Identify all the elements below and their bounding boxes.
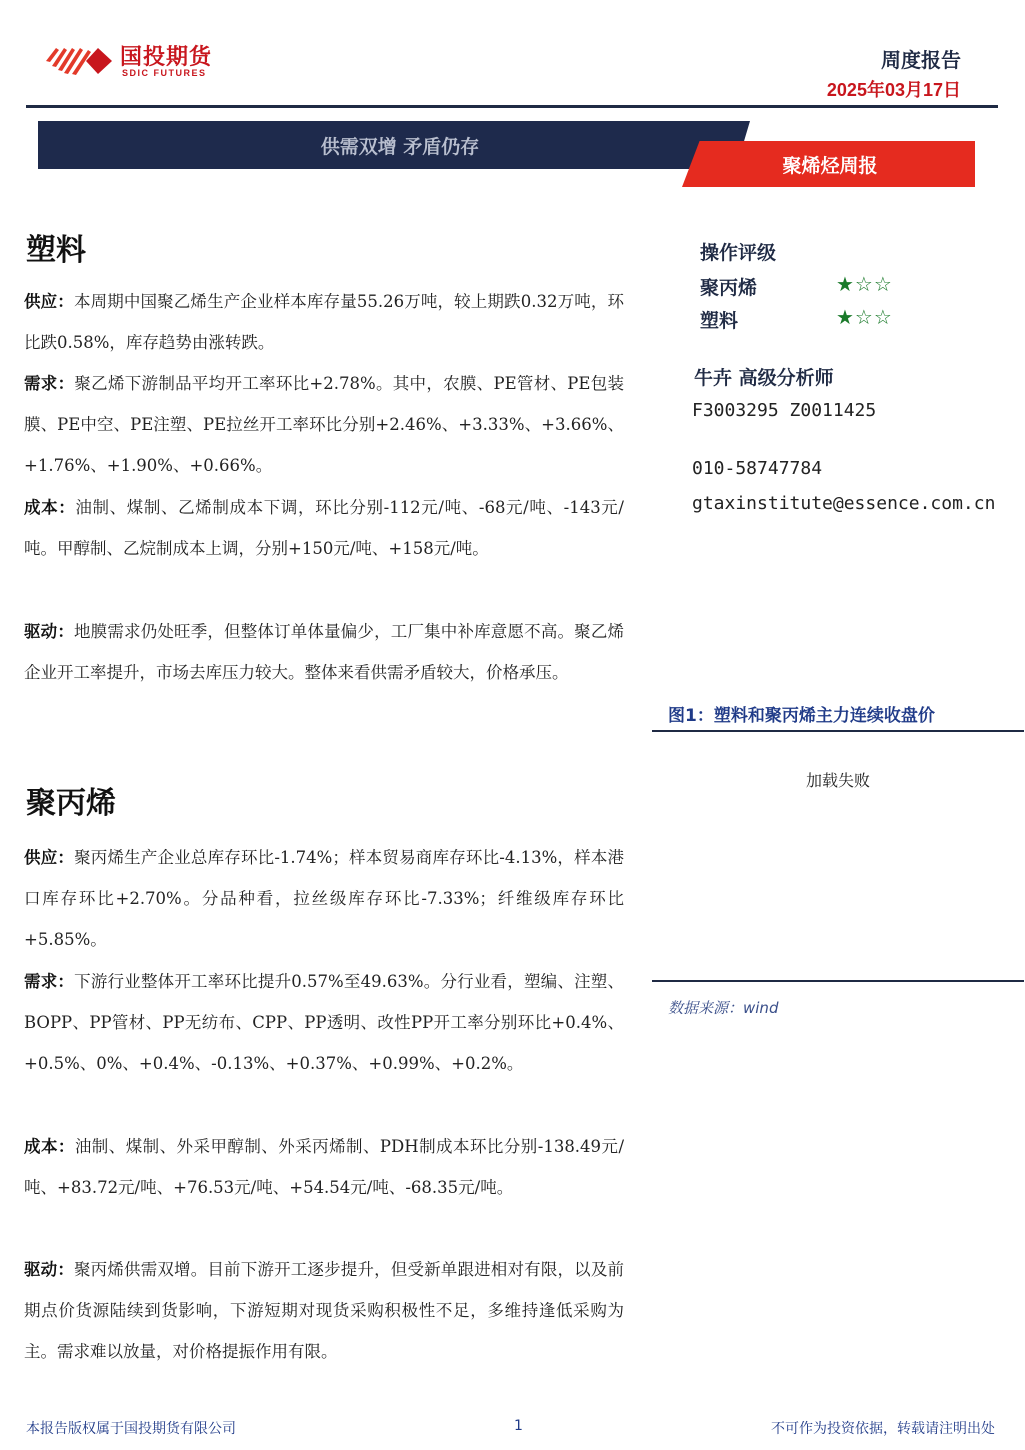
logo-mark-icon [42,42,114,80]
analyst-phone: 010-58747784 [692,458,823,479]
rating-name-plastic: 塑料 [700,310,739,332]
paragraph-label: 供应： [24,848,75,867]
headline-text: 供需双增 矛盾仍存 [320,136,480,158]
category-text: 聚烯烃周报 [782,155,878,177]
paragraph-label: 成本： [24,1137,75,1156]
analyst-name: 牛卉 高级分析师 [694,367,834,389]
footer-copyright: 本报告版权属于国投期货有限公司 [26,1421,236,1437]
logo-text-cn: 国投期货 [120,45,213,70]
figure-source: 数据来源：wind [668,999,779,1017]
figure-bottom-rule [652,980,1024,982]
report-date: 2025年03月17日 [826,80,961,100]
paragraph-pp-cost [24,1126,624,1208]
paragraph-label: 驱动： [24,1260,75,1279]
footer-disclaimer: 不可作为投资依据，转载请注明出处 [771,1421,995,1437]
paragraph-text: 本周期中国聚乙烯生产企业样本库存量55.26万吨，较上期跌0.32万吨，环比跌0.58%，库存趋势由涨转跌。 [24,292,625,352]
rating-name-pp: 聚丙烯 [700,277,758,299]
paragraph-text: 油制、煤制、乙烯制成本下调，环比分别-112元/吨、-68元/吨、-143元/吨。甲醇制、乙烷制成本上调，分别+150元/吨、+158元/吨。 [24,498,624,558]
analyst-license: F3003295 Z0011425 [692,400,877,421]
paragraph-text: 聚丙烯生产企业总库存环比-1.74%；样本贸易商库存环比-4.13%，样本港口库存环比+2.70%。分品种看，拉丝级库存环比-7.33%；纤维级库存环比+5.85%。 [24,848,625,949]
footer-page-number: 1 [514,1418,523,1434]
rating-stars-pp: ★☆☆ [836,272,893,296]
paragraph-text: 地膜需求仍处旺季，但整体订单体量偏少，工厂集中补库意愿不高。聚乙烯企业开工率提升，市场去库压力较大。整体来看供需矛盾较大，价格承压。 [24,622,625,682]
paragraph-text: 聚乙烯下游制品平均开工率环比+2.78%。其中，农膜、PE管材、PE包装膜、PE中空、PE注塑、PE拉丝开工率环比分别+2.46%、+3.33%、+3.66%、+1.76%、+1.90%、+0.66%。 [24,374,624,475]
rating-title: 操作评级 [700,242,777,264]
paragraph-text: 油制、煤制、外采甲醇制、外采丙烯制、PDH制成本环比分别-138.49元/吨、+83.72元/吨、+76.53元/吨、+54.54元/吨、-68.35元/吨。 [24,1137,625,1197]
section-title-plastic: 塑料 [26,233,86,268]
company-logo [42,38,242,88]
paragraph-label: 驱动： [24,622,75,641]
paragraph-plastic-demand [24,363,624,486]
paragraph-pp-supply [24,837,624,960]
paragraph-pp-demand [24,961,624,1084]
paragraph-text: 下游行业整体开工率环比提升0.57%至49.63%。分行业看，塑编、注塑、BOPP、PP管材、PP无纺布、CPP、PP透明、改性PP开工率分别环比+0.4%、+0.5%、0%、+0.4%、-0.13%、+0.37%、+0.99%、+0.2%。 [24,972,624,1073]
figure-title: 图1：塑料和聚丙烯主力连续收盘价 [668,706,935,726]
analyst-email[interactable]: gtaxinstitute@essence.com.cn [692,493,996,514]
report-type: 周度报告 [881,48,961,72]
paragraph-label: 供应： [24,292,74,311]
paragraph-pp-driver [24,1249,624,1372]
paragraph-label: 需求： [24,374,75,393]
figure-load-failed: 加载失败 [805,771,870,790]
paragraph-plastic-cost [24,487,624,569]
logo-text-en: SDIC FUTURES [122,68,207,78]
rating-stars-plastic: ★☆☆ [836,305,893,329]
header-divider [26,105,998,108]
paragraph-text: 聚丙烯供需双增。目前下游开工逐步提升，但受新单跟进相对有限，以及前期点价货源陆续到货影响，下游短期对现货采购积极性不足，多维持逢低采购为主。需求难以放量，对价格提振作用有限。 [24,1260,625,1361]
paragraph-plastic-supply [24,281,624,363]
section-title-pp: 聚丙烯 [26,786,116,821]
paragraph-plastic-driver [24,611,624,693]
paragraph-label: 需求： [24,972,75,991]
paragraph-label: 成本： [24,498,76,517]
figure-top-rule [652,730,1024,732]
